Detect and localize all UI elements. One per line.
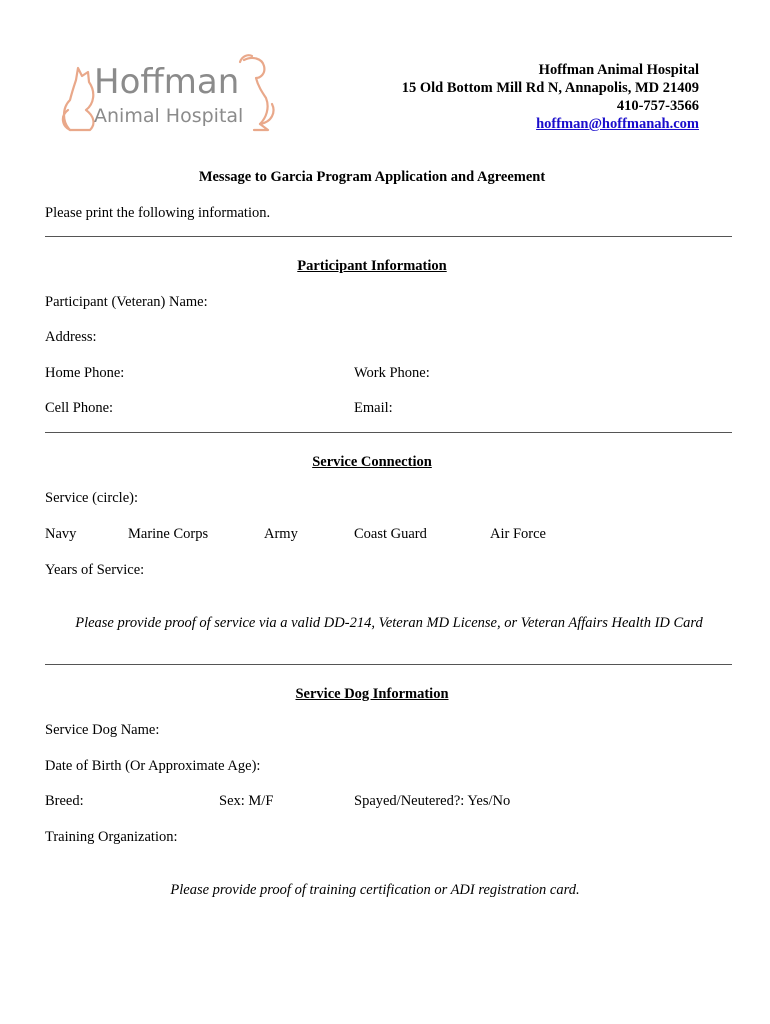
- breed-label: Breed:: [45, 793, 84, 809]
- home-phone-label: Home Phone:: [45, 365, 125, 381]
- service-circle-label: Service (circle):: [45, 490, 138, 506]
- service-proof-note: Please provide proof of service via a valid DD-214, Veteran MD License, or Veteran Affairs Health ID Card: [75, 615, 703, 631]
- training-org-label: Training Organization:: [45, 829, 178, 845]
- hospital-email-link[interactable]: hoffman@hoffmanah.com: [536, 116, 699, 132]
- service-heading: Service Connection: [312, 454, 432, 470]
- logo-wordmark: Hoffman: [94, 62, 240, 102]
- sex-label: Sex: M/F: [219, 793, 274, 809]
- training-proof-note: Please provide proof of training certification or ADI registration card.: [170, 882, 580, 898]
- divider: [45, 236, 732, 237]
- branch-coast-guard[interactable]: Coast Guard: [354, 526, 427, 542]
- hospital-phone: 410-757-3566: [616, 98, 699, 114]
- hospital-address: 15 Old Bottom Mill Rd N, Annapolis, MD 21409: [401, 80, 699, 96]
- branch-marine-corps[interactable]: Marine Corps: [128, 526, 209, 542]
- hospital-name: Hoffman Animal Hospital: [538, 62, 699, 78]
- branch-navy[interactable]: Navy: [45, 526, 77, 542]
- contact-block: [402, 61, 699, 133]
- spayed-neutered-label: Spayed/Neutered?: Yes/No: [354, 793, 511, 809]
- dog-name-label: Service Dog Name:: [45, 722, 160, 738]
- dog-dob-label: Date of Birth (Or Approximate Age):: [45, 758, 261, 774]
- dog-heading: Service Dog Information: [295, 686, 449, 702]
- divider: [45, 432, 732, 433]
- email-label: Email:: [354, 400, 393, 416]
- divider: [45, 664, 732, 665]
- address-label: Address:: [45, 329, 97, 345]
- branch-air-force[interactable]: Air Force: [490, 526, 546, 542]
- work-phone-label: Work Phone:: [354, 365, 430, 381]
- logo-subtitle: Animal Hospital: [94, 105, 244, 127]
- hoffman-logo: [56, 52, 284, 138]
- document-title: Message to Garcia Program Application and Agreement: [198, 169, 546, 185]
- intro-text: Please print the following information.: [45, 205, 271, 221]
- participant-heading: Participant Information: [297, 258, 447, 274]
- years-of-service-label: Years of Service:: [45, 562, 145, 578]
- participant-name-label: Participant (Veteran) Name:: [45, 294, 208, 310]
- cell-phone-label: Cell Phone:: [45, 400, 114, 416]
- branch-army[interactable]: Army: [264, 526, 298, 542]
